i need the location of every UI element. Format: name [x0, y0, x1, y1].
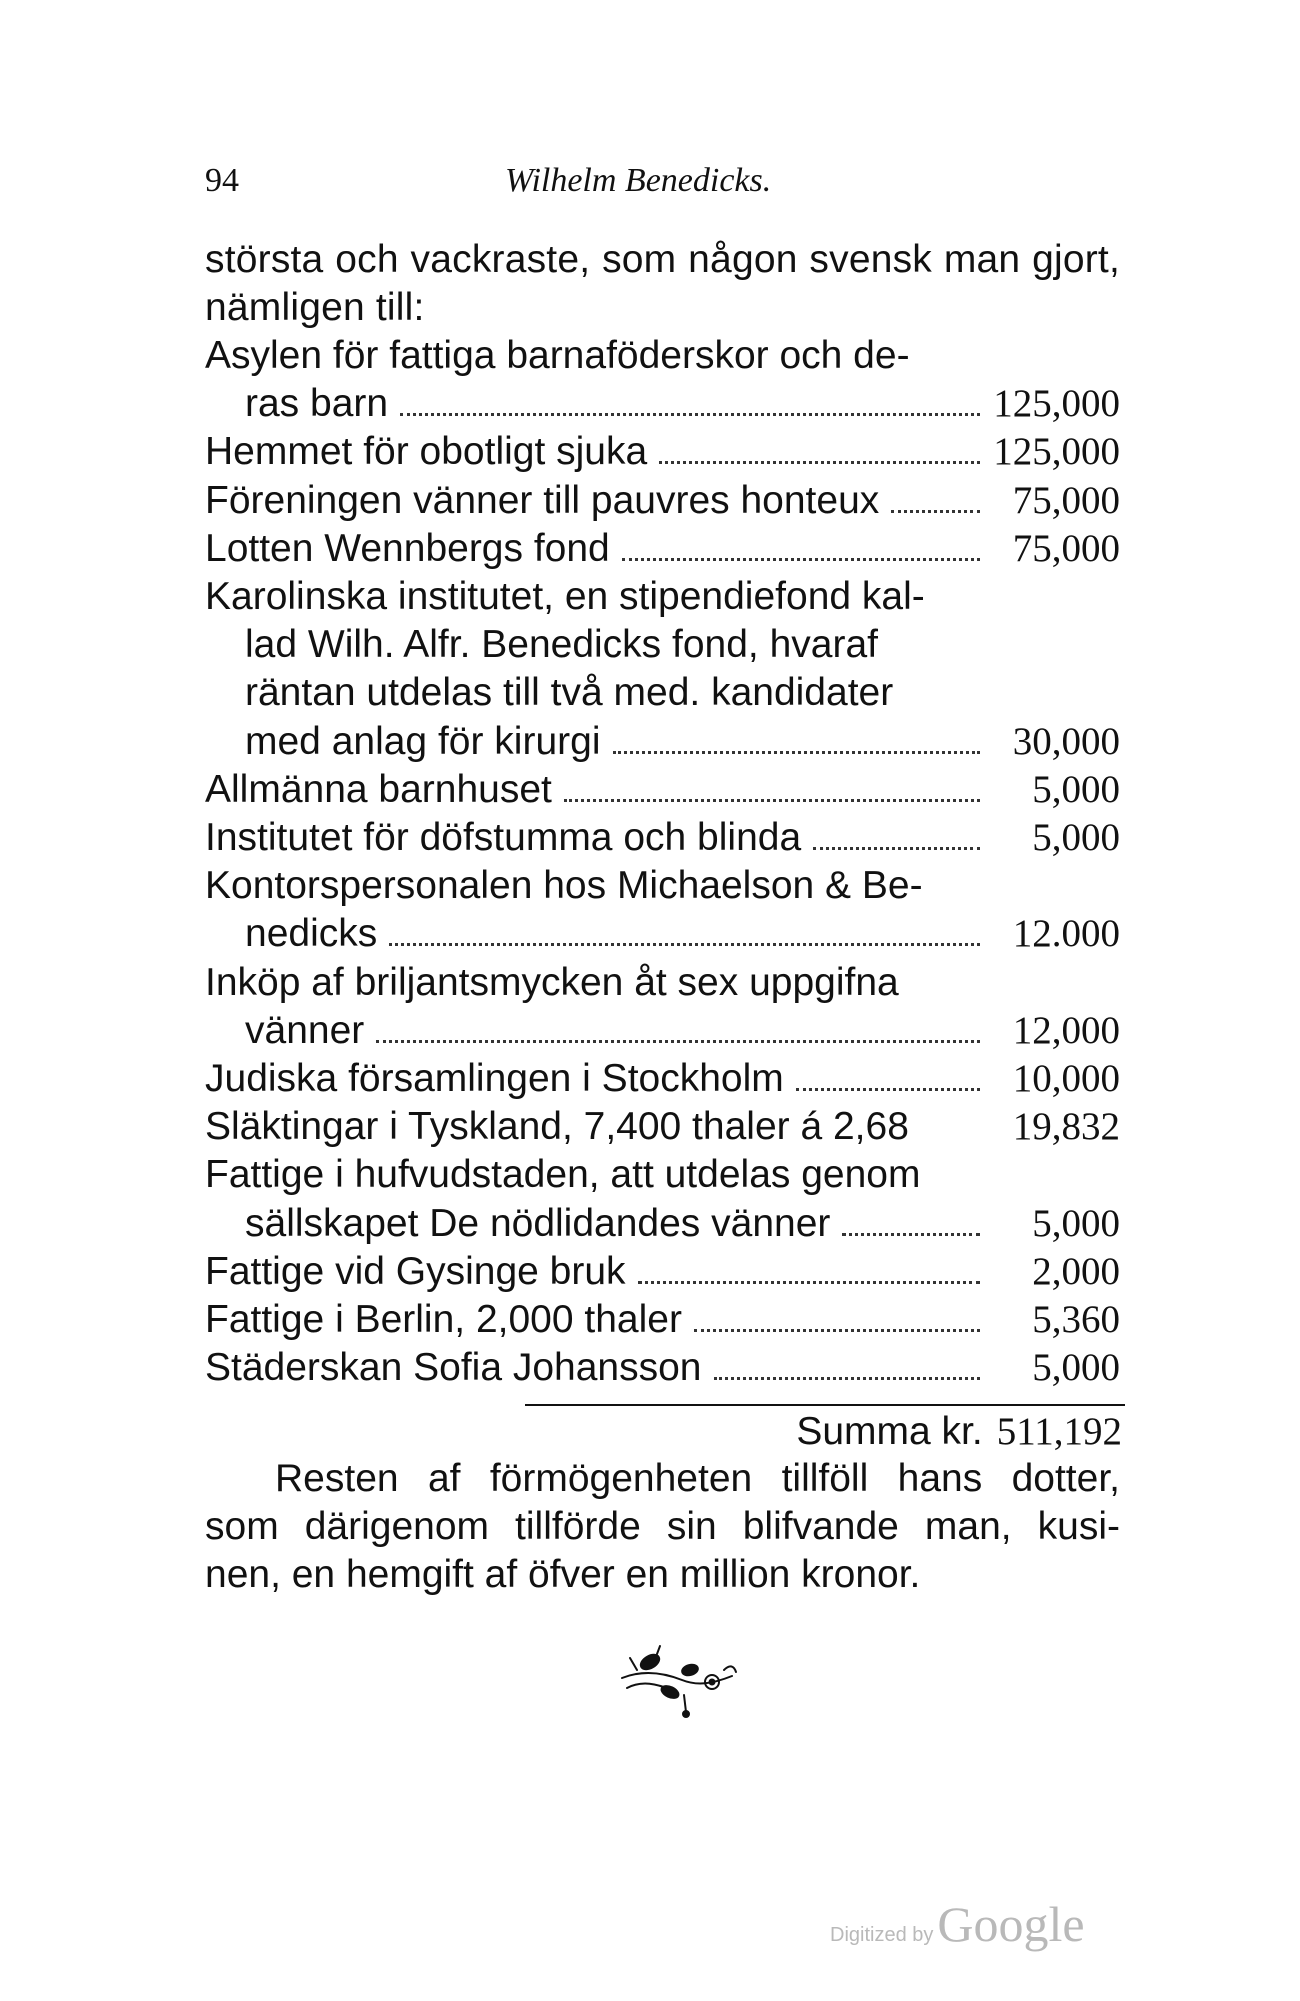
bequest-entry	[205, 525, 1120, 573]
bequest-amount: 10,000	[1012, 1057, 1120, 1101]
bequest-entry	[205, 1248, 1120, 1296]
dot-leader	[638, 1281, 980, 1284]
dot-leader	[400, 413, 980, 416]
page-number: 94	[205, 162, 239, 199]
bequest-entry	[205, 1055, 1120, 1103]
intro-line: nämligen till:	[205, 286, 425, 329]
page-header	[205, 162, 1120, 212]
bequest-text: lad Wilh. Alfr. Benedicks fond, hvaraf	[245, 623, 878, 667]
bequest-entry	[205, 959, 1120, 1055]
bequest-label: nedicks	[245, 912, 378, 956]
bequest-amount: 125,000	[993, 382, 1120, 426]
dot-leader	[376, 1040, 980, 1043]
bequest-label: vänner	[245, 1008, 365, 1052]
bequest-entry	[205, 862, 1120, 958]
dot-leader	[564, 799, 980, 802]
closing-paragraph	[205, 1455, 1120, 1599]
bequest-text: Asylen för fattiga barnaföderskor och de-	[205, 334, 910, 377]
bequest-amount: 5,000	[1032, 816, 1120, 860]
bequest-amount: 19,832	[1012, 1105, 1120, 1149]
bequest-entry	[205, 766, 1120, 814]
bequest-amount: 5,360	[1032, 1298, 1120, 1342]
bequest-entry	[205, 573, 1120, 766]
bequest-amount: 5,000	[1032, 1346, 1120, 1390]
bequest-entry	[205, 814, 1120, 862]
floral-ornament-icon	[612, 1640, 742, 1720]
intro-paragraph	[205, 236, 1120, 332]
sum-value: 511,192	[996, 1410, 1122, 1453]
bequest-entry	[205, 1296, 1120, 1344]
bequest-entry	[205, 1103, 1120, 1151]
bequest-entry	[205, 428, 1120, 476]
bequest-list	[205, 332, 1120, 1392]
bequest-entry	[205, 1151, 1120, 1247]
bequest-text: Karolinska institutet, en stipendiefond kal-	[205, 575, 925, 619]
dot-leader	[389, 943, 980, 946]
bequest-amount: 5,000	[1032, 767, 1120, 811]
bequest-text: Inköp af briljantsmycken åt sex uppgifna	[205, 960, 899, 1004]
closing-line: Resten af förmögenheten tillföll hans dotter,	[275, 1457, 1120, 1500]
bequest-amount: 125,000	[993, 430, 1120, 474]
dot-leader	[891, 510, 980, 513]
bequest-text: Fattige i hufvudstaden, att utdelas genom	[205, 1153, 921, 1197]
bequest-label: Lotten Wennbergs fond	[205, 526, 610, 570]
dot-leader	[813, 847, 980, 850]
bequest-label: Hemmet för obotligt sjuka	[205, 430, 648, 474]
bequest-label: ras barn	[245, 382, 389, 426]
watermark-text: Digitized by	[830, 1924, 934, 1946]
bequest-label: Fattige i Berlin, 2,000 thaler	[205, 1298, 682, 1342]
closing-line: som därigenom tillförde sin blifvande man, kusi-	[205, 1505, 1120, 1548]
bequest-label: Institutet för döfstumma och blinda	[205, 816, 802, 860]
bequest-label: Städerskan Sofia Johansson	[205, 1346, 702, 1390]
bequest-amount: 30,000	[1012, 719, 1120, 763]
bequest-label: med anlag för kirurgi	[245, 719, 601, 763]
dot-leader	[622, 558, 980, 561]
dot-leader	[714, 1377, 981, 1380]
dot-leader	[613, 751, 981, 754]
bequest-entry	[205, 332, 1120, 428]
bequest-label: Allmänna barnhuset	[205, 767, 552, 811]
dot-leader	[694, 1329, 980, 1332]
dot-leader	[842, 1233, 980, 1236]
closing-line: nen, en hemgift af öfver en million kronor.	[205, 1553, 921, 1596]
bequest-amount: 12.000	[1012, 912, 1120, 956]
bequest-label: sällskapet De nödlidandes vänner	[245, 1201, 831, 1245]
intro-line: största och vackraste, som någon svensk man gjort,	[205, 238, 1120, 281]
digitized-watermark	[830, 1895, 1085, 1953]
sum-line	[796, 1408, 1122, 1456]
bequest-amount: 12,000	[1012, 1008, 1120, 1052]
google-logo: Google	[937, 1896, 1085, 1952]
bequest-label: Judiska församlingen i Stockholm	[205, 1057, 784, 1101]
bequest-label: Fattige vid Gysinge bruk	[205, 1249, 626, 1293]
sum-label: Summa kr.	[796, 1410, 983, 1453]
bequest-entry	[205, 1344, 1120, 1392]
bequest-text: Kontorspersonalen hos Michaelson & Be-	[205, 864, 923, 908]
bequest-label: Släktingar i Tyskland, 7,400 thaler á 2,68	[205, 1105, 909, 1149]
running-title: Wilhelm Benedicks.	[505, 162, 772, 199]
dot-leader	[659, 461, 980, 464]
dot-leader	[921, 1136, 980, 1139]
dot-leader	[796, 1088, 980, 1091]
bequest-amount: 75,000	[1012, 478, 1120, 522]
bequest-entry	[205, 477, 1120, 525]
bequest-text: räntan utdelas till två med. kandidater	[245, 671, 894, 715]
bequest-amount: 75,000	[1012, 526, 1120, 570]
sum-rule	[525, 1404, 1125, 1406]
bequest-amount: 2,000	[1032, 1249, 1120, 1293]
bequest-amount: 5,000	[1032, 1201, 1120, 1245]
bequest-label: Föreningen vänner till pauvres honteux	[205, 478, 880, 522]
